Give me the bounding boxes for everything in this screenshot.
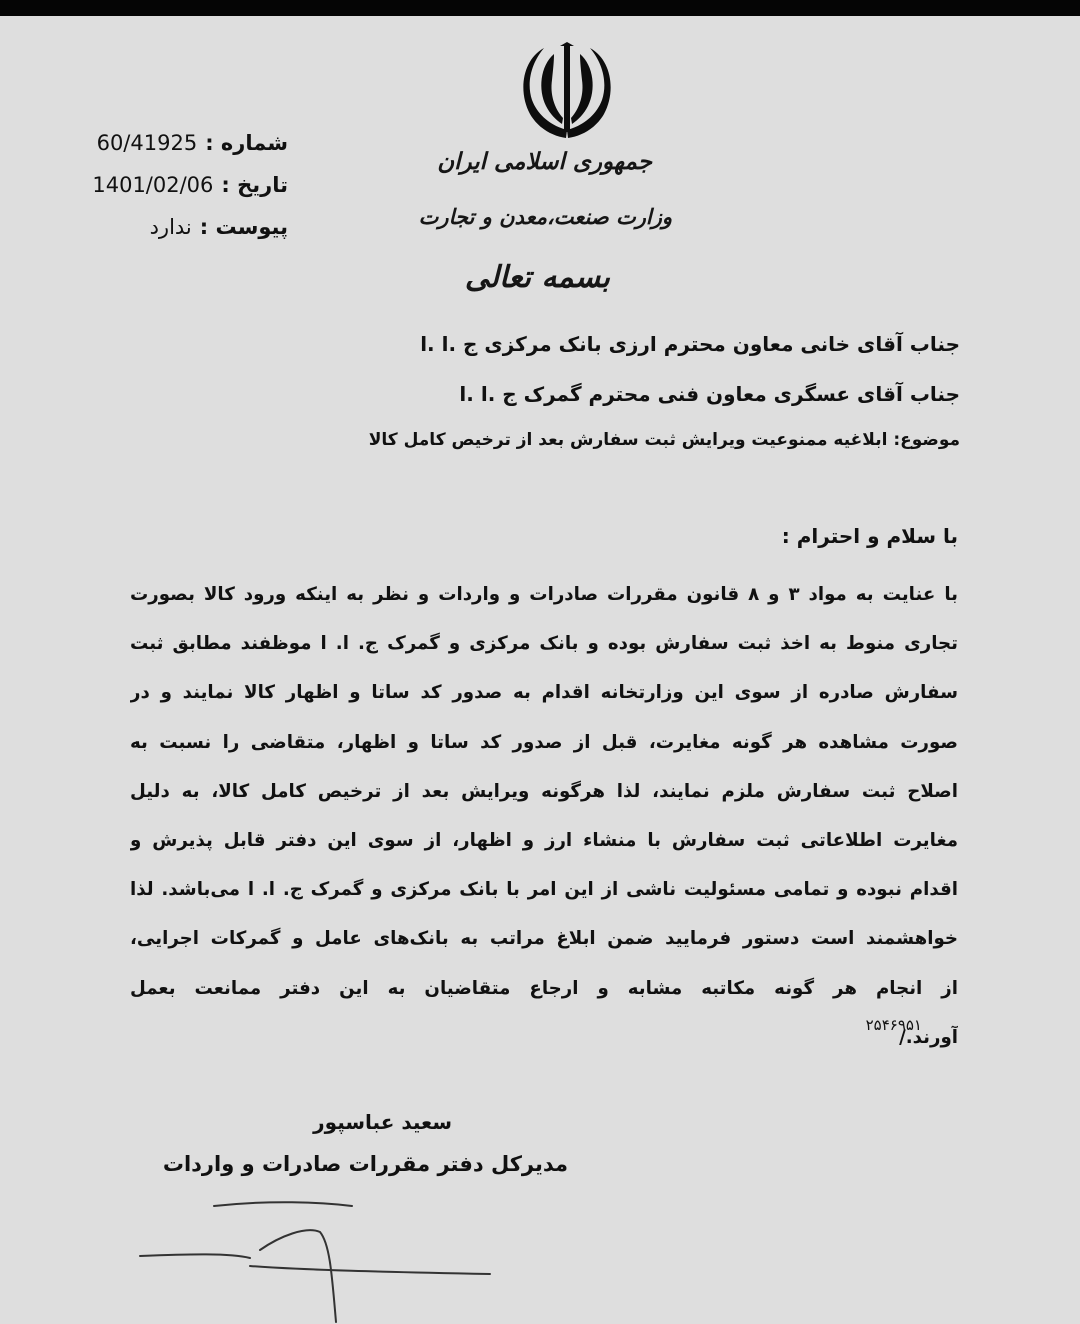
letter-subject: موضوع: ابلاغیه ممنوعیت ویرایش ثبت سفارش بعد از ترخیص کامل کالا (368, 430, 960, 450)
letter-attachment-value: ندارد (149, 215, 192, 239)
recipient-1: جناب آقای خانی معاون محترم ارزی بانک مرکزی ج .ا .ا (420, 332, 960, 356)
letter-number-value: 60/41925 (96, 131, 198, 155)
body-line: اقدام نبوده و تمامی مسئولیت ناشی از این امر با بانک مرکزی و گمرک ج. ا. ا می‌باشد. لذا (130, 879, 958, 901)
ministry-name: وزارت صنعت،معدن و تجارت (418, 204, 672, 229)
republic-name: جمهوری اسلامی ایران (437, 148, 652, 175)
body-line: اصلاح ثبت سفارش ملزم نمایند، لذا هرگونه ویرایش بعد از ترخیص کامل کالا، به دلیل (130, 780, 958, 802)
iran-emblem-icon (516, 42, 618, 142)
letter-number-label: شماره : (205, 131, 288, 155)
signer-title: مدیرکل دفتر مقررات صادرات و واردات (162, 1152, 568, 1176)
body-line: سفارش صادره از سوی این وزارتخانه اقدام به صدور کد ساتا و اظهار کالا نمایند و در (130, 682, 958, 704)
body-line: با عنایت به مواد ۳ و ۸ قانون مقررات صادرات و واردات و نظر به اینکه ورود کالا بصورت (130, 584, 958, 605)
handwritten-signature (130, 1196, 510, 1324)
recipient-2: جناب آقای عسگری معاون فنی محترم گمرک ج .ا .ا (459, 382, 960, 406)
letter-date-value: 1401/02/06 (92, 173, 214, 197)
letter-attachment-row (48, 206, 288, 248)
letter-number-row (48, 122, 288, 164)
letter-metadata (48, 122, 288, 248)
basmala: بسمه تعالی (464, 260, 610, 295)
body-line: آورند./ (899, 1026, 958, 1048)
reference-number: ۲۵۴۶۹۵۱ (865, 1016, 922, 1034)
letter-attachment-label: پیوست : (199, 215, 288, 239)
letter-date-label: تاریخ : (221, 173, 288, 197)
signer-name: سعید عباسپور (313, 1110, 452, 1134)
letter-body (130, 570, 958, 1062)
top-black-bar (0, 0, 1080, 16)
body-line: صورت مشاهده هر گونه مغایرت، قبل از صدور کد ساتا و اظهار، متقاضی را نسبت به (130, 731, 958, 753)
greeting: با سلام و احترام : (781, 524, 958, 548)
body-line: تجاری منوط به اخذ ثبت سفارش بوده و بانک مرکزی و گمرک ج. ا. ا موظفند مطابق ثبت (130, 633, 958, 655)
body-line: از انجام هر گونه مکاتبه مشابه و ارجاع متقاضیان به این دفتر ممانعت بعمل (130, 977, 958, 999)
body-line: مغایرت اطلاعاتی ثبت سفارش با منشاء ارز و اظهار، از سوی این دفتر قابل پذیرش و (130, 829, 958, 851)
body-line: خواهشمند است دستور فرمایید ضمن ابلاغ مراتب به بانک‌های عامل و گمرکات اجرایی، (130, 928, 958, 950)
letter-date-row (48, 164, 288, 206)
